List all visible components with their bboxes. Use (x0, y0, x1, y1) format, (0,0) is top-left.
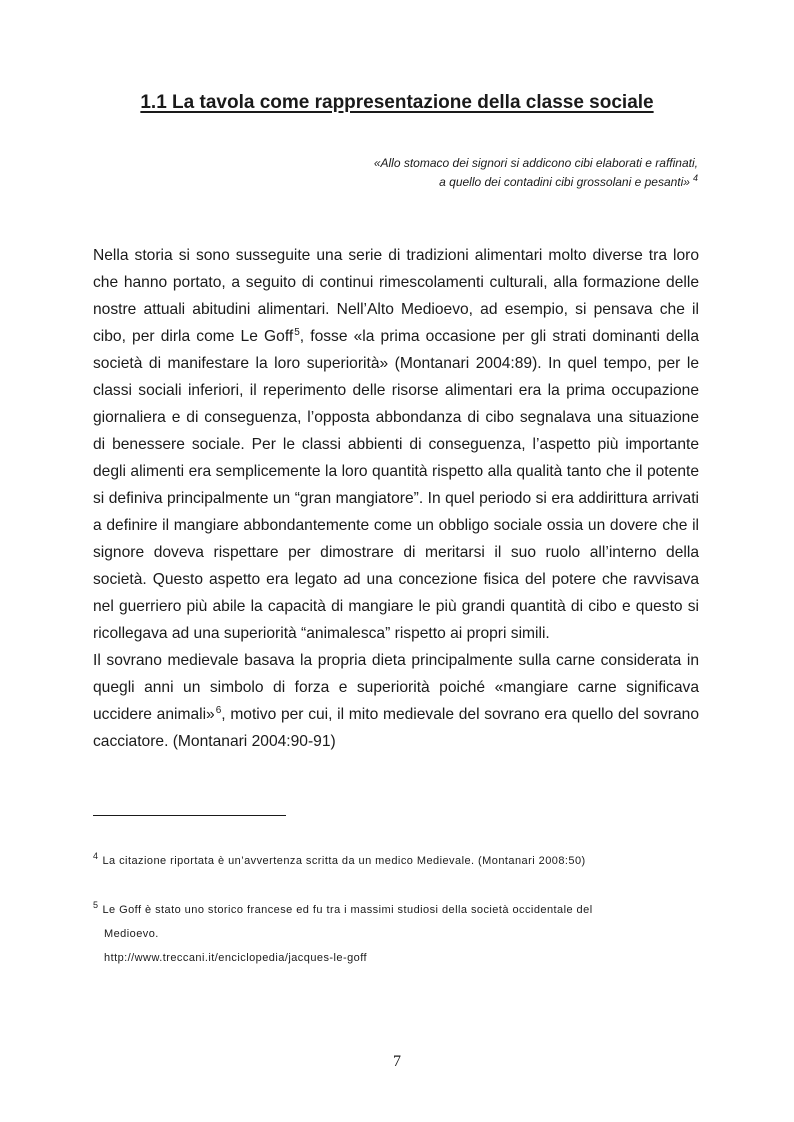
section-title: 1.1 La tavola come rappresentazione della classe sociale (140, 92, 654, 113)
footnote-separator (93, 815, 286, 816)
footnote-number: 5 (93, 900, 99, 911)
page-number: 7 (393, 1053, 401, 1070)
epigraph-line-2: a quello dei contadini cibi grossolani e pesanti» $^4$ (439, 173, 698, 189)
footnote-text: Le Goff è stato uno storico francese ed fu tra i massimi studiosi della società occidentale del (102, 904, 593, 916)
body-text (93, 242, 699, 755)
footnote-4 (93, 849, 699, 873)
epigraph-line-1: «Allo stomaco dei signori si addicono cibi elaborati e raffinati, (373, 156, 698, 170)
epigraph-quote (278, 154, 698, 192)
footnote-text: La citazione riportata è un’avvertenza scritta da un medico Medievale. (Montanari 2008:50) (102, 855, 586, 867)
footnote-5 (93, 898, 699, 970)
footnote-number: 4 (93, 851, 99, 862)
footnote-ref-5[interactable]: 5 (294, 326, 300, 338)
paragraph-1: Nella storia si sono susseguite una serie di tradizioni alimentari molto diverse tra loro che hanno portato, a seguito di continui rimescolamenti culturali, alla formazione delle nostre attuali abitudini alimentari. Nell’Alto Medioevo, ad esempio, si pensava che il cibo, per dirla come Le Goff$^5$, fosse «la prima occasione per gli strati dominanti della società di manifestare la loro superiorità» (Montanari 2004:89). In quel tempo, per le classi sociali inferiori, il reperimento delle risorse alimentari era la prima occupazione giornaliera e di conseguenza, l’opposta abbondanza di cibo segnalava una situazione di benessere sociale. Per le classi abbienti di conseguenza, l’aspetto più importante degli alimenti era semplicemente la loro quantità rispetto alla qualità tanto che il potente si definiva principalmente un “gran mangiatore”. In quel periodo si era addirittura arrivati a definire il mangiare abbondantemente come un obbligo sociale ossia un dovere che il signore doveva rispettare per dimostrare di meritarsi il suo ruolo all’interno della società. Questo aspetto era legato ad una concezione fisica del potere che ravvisava nel guerriero più abile la capacità di mangiare le più grandi quantità di cibo e questo si ricollegava ad una superiorità “animalesca” rispetto ai propri simili. (93, 247, 699, 642)
footnote-text-continued: Medioevo. (104, 928, 159, 940)
footnote-link[interactable]: http://www.treccani.it/enciclopedia/jacques-le-goff (104, 952, 368, 964)
footnote-ref-6[interactable]: 6 (215, 704, 222, 716)
paragraph-2: Il sovrano medievale basava la propria dieta principalmente sulla carne considerata in quegli anni un simbolo di forza e superiorità poiché «mangiare carne significava uccidere animali»$^6$, motivo per cui, il mito medievale del sovrano era quello del sovrano cacciatore. (Montanari 2004:90-91) (93, 652, 699, 750)
epigraph-footnote-ref[interactable]: 4 (692, 173, 698, 183)
